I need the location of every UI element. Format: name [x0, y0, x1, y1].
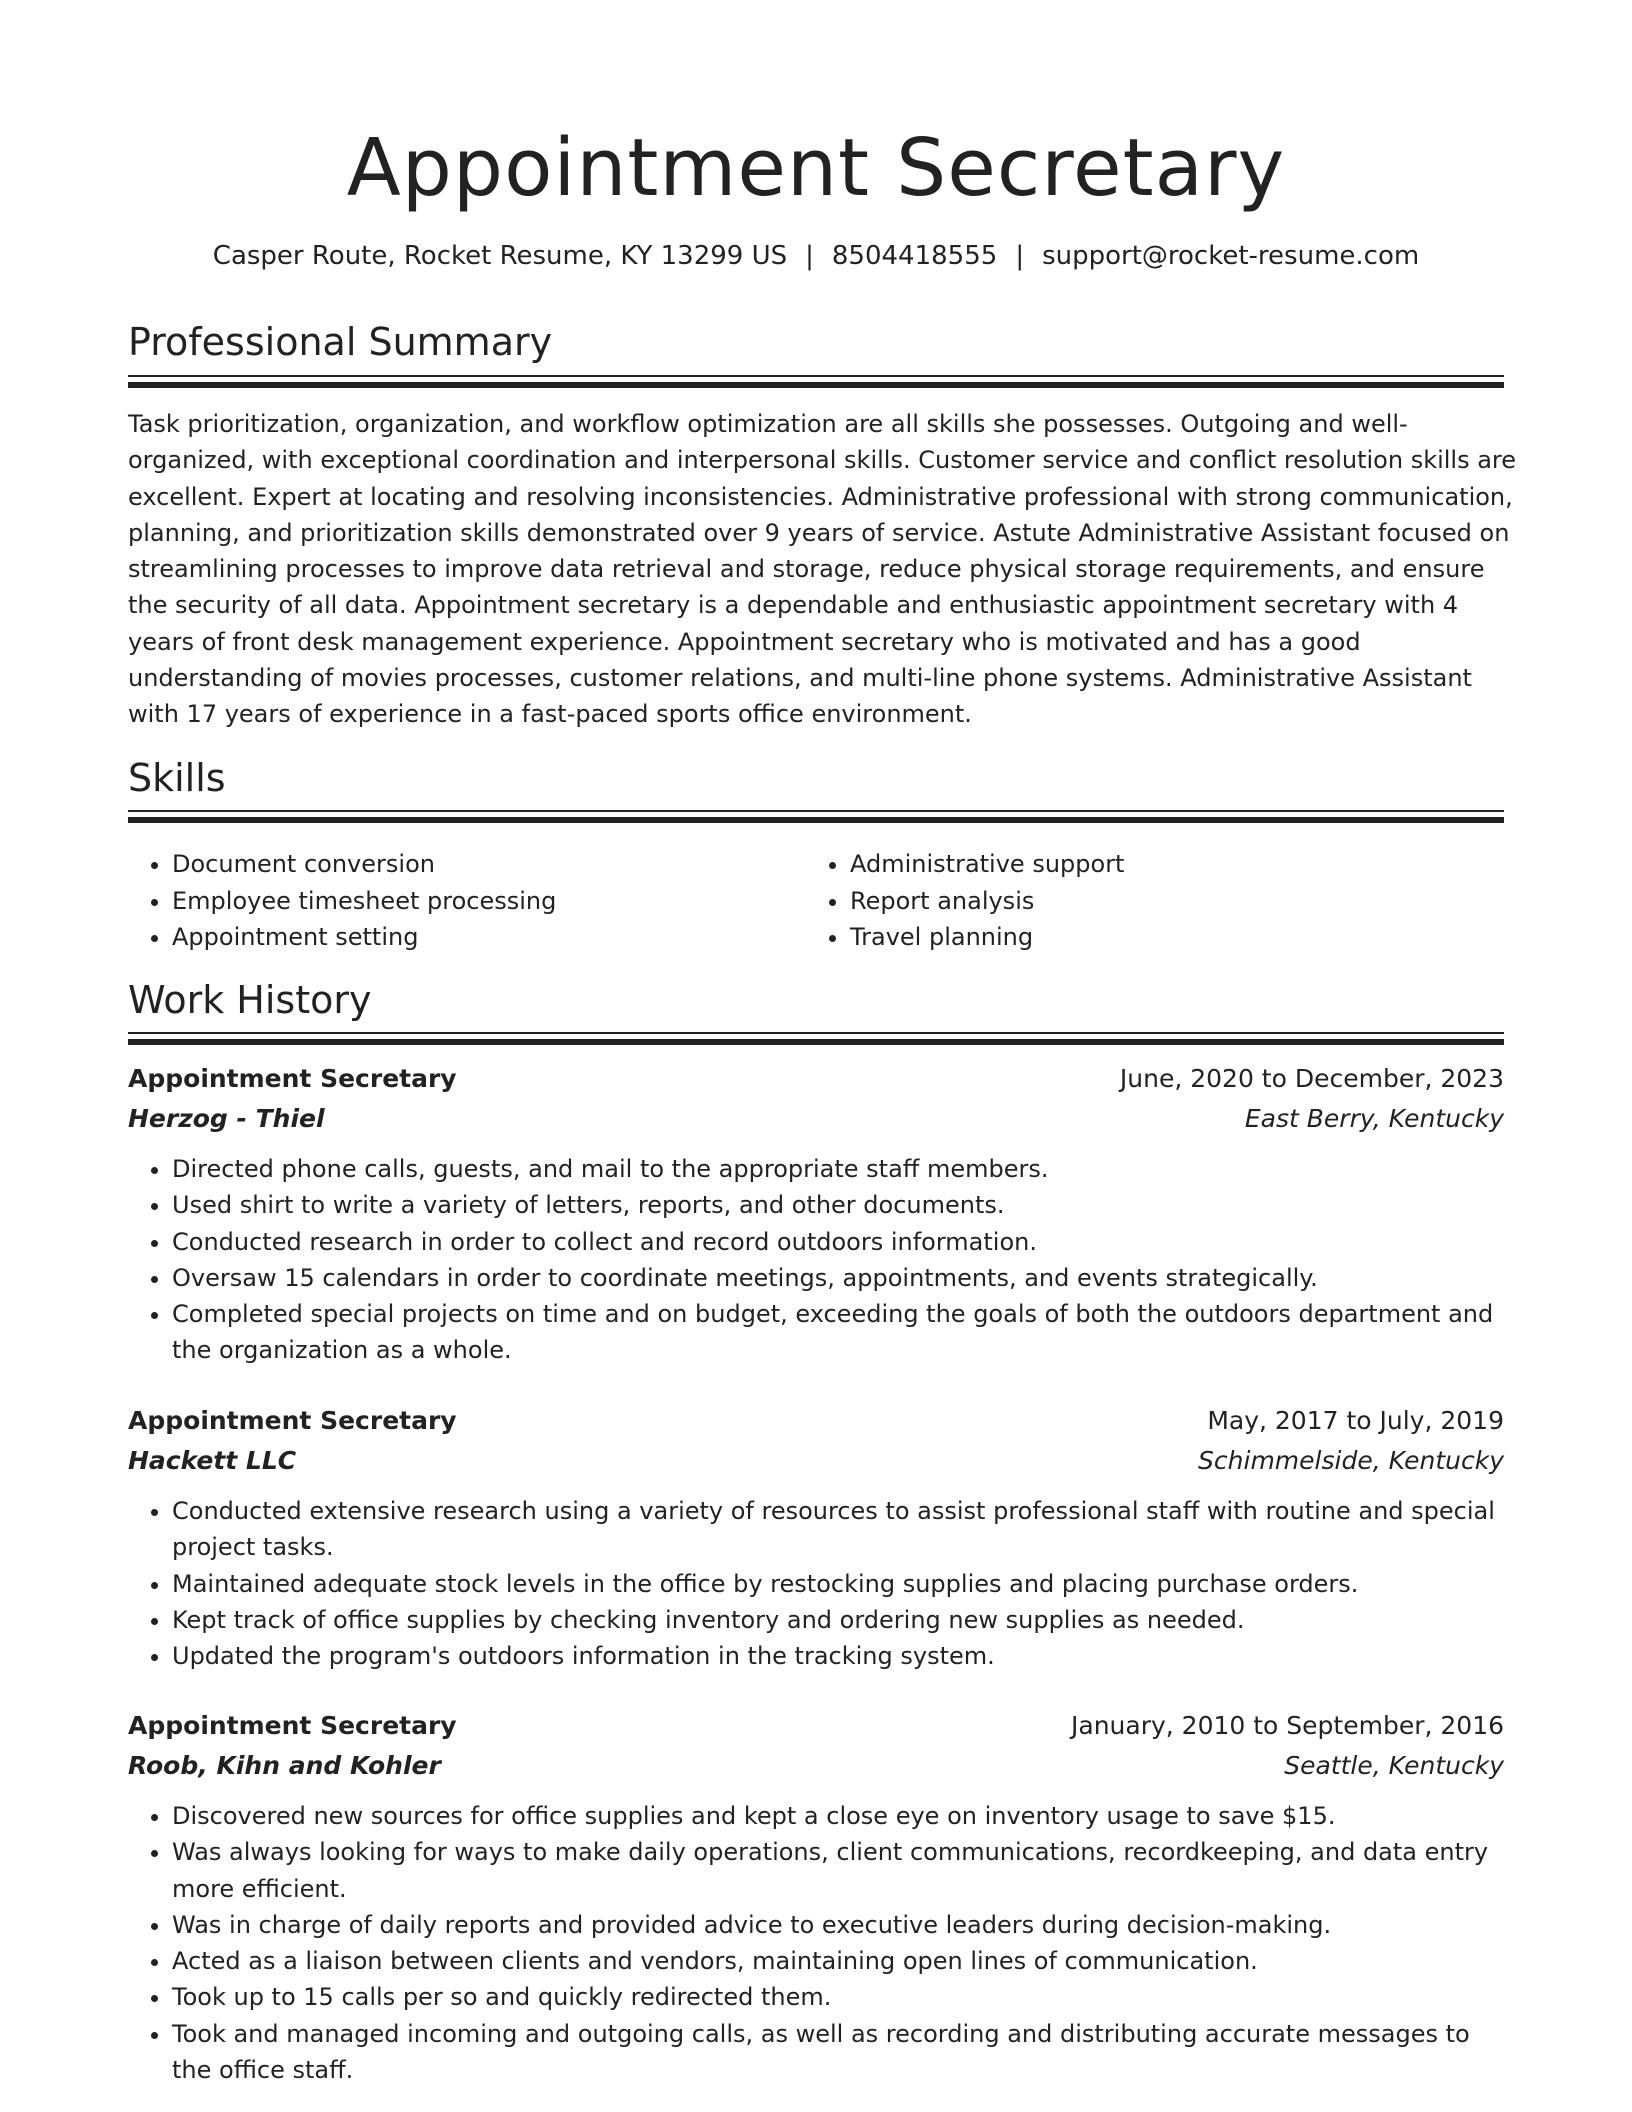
- job-company: Roob, Kihn and Kohler: [128, 1751, 441, 1780]
- job-location: East Berry, Kentucky: [1244, 1104, 1504, 1133]
- work-divider: [128, 1032, 1504, 1043]
- job-entry: [128, 1706, 1504, 2088]
- skills-column-right: [806, 846, 1484, 956]
- job-company: Hackett LLC: [128, 1446, 297, 1475]
- job-duties: [128, 1493, 1504, 1674]
- summary-divider: [128, 375, 1504, 386]
- skills-heading: Skills: [128, 756, 226, 800]
- job-title: Appointment Secretary: [128, 1711, 457, 1740]
- job-duty: • Discovered new sources for office supplies and kept a close eye on inventory usage to save $15.: [172, 1798, 1504, 1834]
- job-duty: • Completed special projects on time and on budget, exceeding the goals of both the outdoors department and the organization as a whole.: [172, 1296, 1504, 1369]
- skills-column-left: [128, 846, 806, 956]
- job-dates: June, 2020 to December, 2023: [1119, 1064, 1504, 1093]
- resume-name: Appointment Secretary: [346, 122, 1286, 214]
- skill-item: • Document conversion: [172, 846, 806, 883]
- skill-item: • Report analysis: [850, 883, 1484, 920]
- job-duties: [128, 1798, 1504, 2088]
- skills-divider: [128, 810, 1504, 821]
- contact-separator: |: [1015, 241, 1025, 271]
- contact-email: support@rocket-resume.com: [1042, 241, 1420, 271]
- skill-item: • Employee timesheet processing: [172, 883, 806, 920]
- job-title: Appointment Secretary: [128, 1406, 457, 1435]
- job-duty: • Directed phone calls, guests, and mail to the appropriate staff members.: [172, 1151, 1504, 1187]
- skill-item: • Administrative support: [850, 846, 1484, 883]
- job-duty: • Took up to 15 calls per so and quickly redirected them.: [172, 1979, 1504, 2015]
- job-company: Herzog - Thiel: [128, 1104, 325, 1133]
- contact-line: [0, 238, 1632, 274]
- job-duty: • Kept track of office supplies by checking inventory and ordering new supplies as needed.: [172, 1602, 1504, 1638]
- contact-phone: 8504418555: [831, 241, 998, 271]
- job-duty: • Oversaw 15 calendars in order to coordinate meetings, appointments, and events strategically.: [172, 1260, 1504, 1296]
- job-duty: • Was in charge of daily reports and provided advice to executive leaders during decision-making.: [172, 1907, 1504, 1943]
- job-location: Schimmelside, Kentucky: [1198, 1446, 1504, 1475]
- job-duty: • Updated the program's outdoors information in the tracking system.: [172, 1638, 1504, 1674]
- job-duty: • Conducted extensive research using a variety of resources to assist professional staff with routine and special project tasks.: [172, 1493, 1504, 1566]
- job-duty: • Took and managed incoming and outgoing calls, as well as recording and distributing accurate messages to the office staff.: [172, 2016, 1504, 2089]
- job-dates: May, 2017 to July, 2019: [1207, 1406, 1504, 1435]
- job-entry: [128, 1059, 1504, 1369]
- skill-item: • Appointment setting: [172, 919, 806, 956]
- work-heading: Work History: [128, 978, 372, 1022]
- job-duty: • Conducted research in order to collect and record outdoors information.: [172, 1224, 1504, 1260]
- contact-address: Casper Route, Rocket Resume, KY 13299 US: [212, 241, 788, 271]
- job-duties: [128, 1151, 1504, 1369]
- job-dates: January, 2010 to September, 2016: [1071, 1711, 1504, 1740]
- summary-text: Task prioritization, organization, and workflow optimization are all skills she possesses. Outgoing and well-organized, with exceptional coordination and interpersonal skills. Customer service and conflict resolution skills are excellent. Expert at locating and resolving inconsistencies. Administrative professional with strong communication, planning, and prioritization skills demonstrated over 9 years of service. Astute Administrative Assistant focused on streamlining processes to improve data retrieval and storage, reduce physical storage requirements, and ensure the security of all data. Appointment secretary is a dependable and enthusiastic appointment secretary with 4 years of front desk management experience. Appointment secretary who is motivated and has a good understanding of movies processes, customer relations, and multi-line phone systems. Administrative Assistant with 17 years of experience in a fast-paced sports office environment.: [128, 410, 1517, 729]
- job-location: Seattle, Kentucky: [1284, 1751, 1504, 1780]
- skills-list: [128, 846, 1504, 956]
- job-duty: • Used shirt to write a variety of letters, reports, and other documents.: [172, 1187, 1504, 1223]
- job-duty: • Maintained adequate stock levels in the office by restocking supplies and placing purchase orders.: [172, 1566, 1504, 1602]
- summary-heading: Professional Summary: [128, 320, 553, 364]
- contact-separator: |: [805, 241, 814, 271]
- job-entry: [128, 1401, 1504, 1674]
- job-title: Appointment Secretary: [128, 1064, 457, 1093]
- skill-item: • Travel planning: [850, 919, 1484, 956]
- job-duty: • Acted as a liaison between clients and vendors, maintaining open lines of communication.: [172, 1943, 1504, 1979]
- job-duty: • Was always looking for ways to make daily operations, client communications, recordkeeping, and data entry more efficient.: [172, 1834, 1504, 1907]
